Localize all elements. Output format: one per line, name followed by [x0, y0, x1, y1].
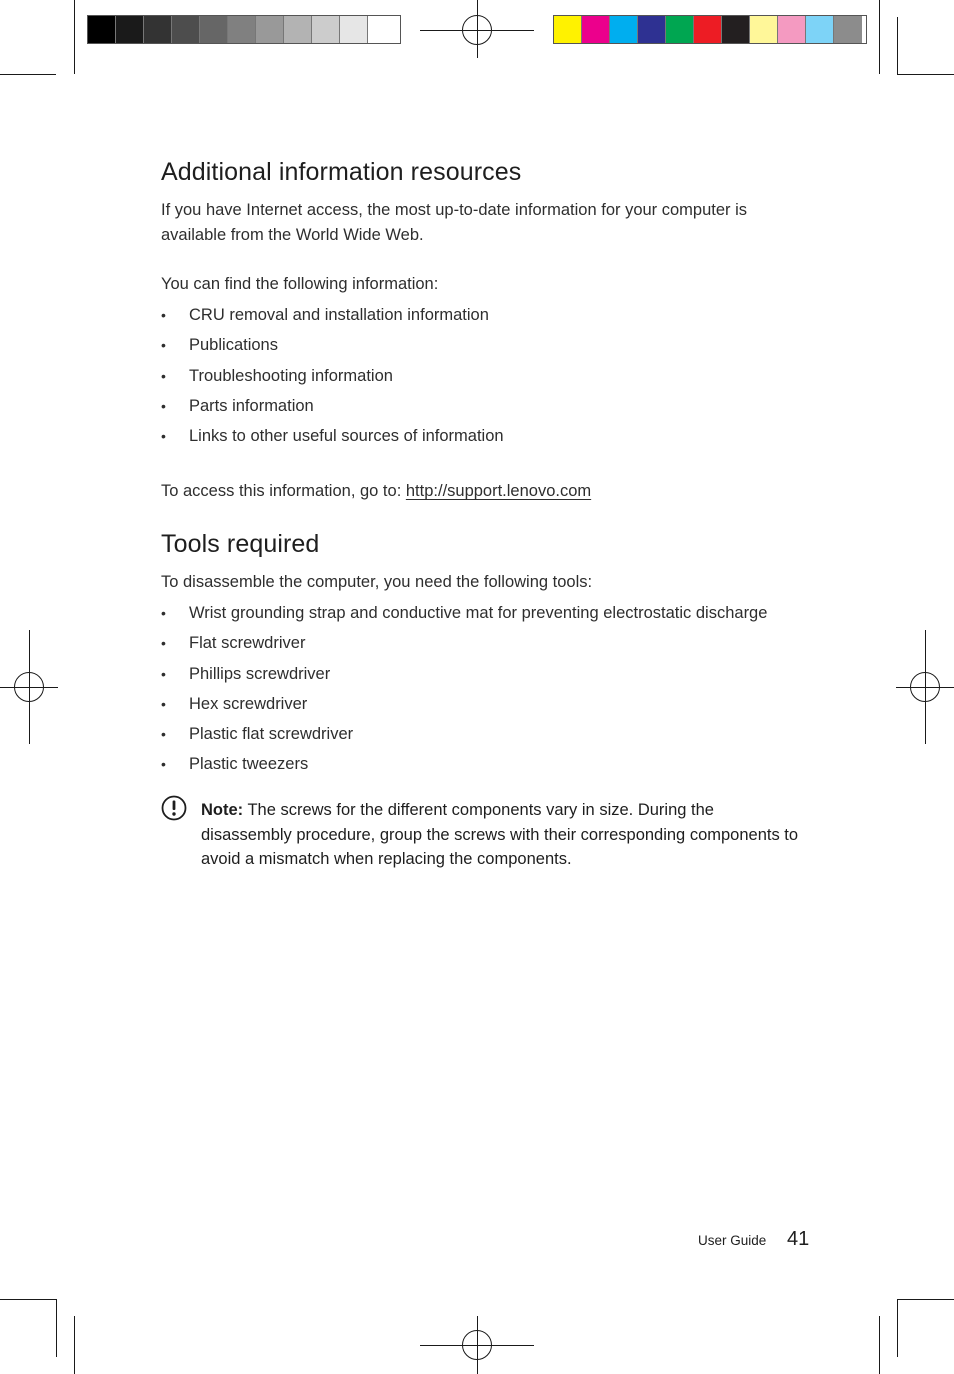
color-swatch	[554, 16, 582, 43]
info-list-wrap	[161, 300, 821, 451]
color-swatch	[172, 16, 200, 43]
color-swatch	[638, 16, 666, 43]
footer-label: User Guide	[698, 1233, 767, 1248]
color-swatch	[368, 16, 396, 43]
list-item: • Phillips screwdriver	[161, 659, 821, 689]
list-item: • Flat screwdriver	[161, 628, 821, 658]
color-swatch	[722, 16, 750, 43]
list-item: • Wrist grounding strap and conductive mat for preventing electrostatic discharge	[161, 598, 821, 628]
color-swatch	[834, 16, 862, 43]
find-paragraph: You can find the following information:	[161, 275, 439, 293]
process-color-bar	[553, 15, 867, 44]
color-swatch	[88, 16, 116, 43]
color-swatch	[582, 16, 610, 43]
list-item: • CRU removal and installation information	[161, 300, 821, 330]
color-swatch	[694, 16, 722, 43]
color-swatch	[284, 16, 312, 43]
support-link[interactable]: http://support.lenovo.com	[405, 482, 592, 500]
list-item: • Plastic flat screwdriver	[161, 719, 821, 749]
color-swatch	[144, 16, 172, 43]
list-item: • Troubleshooting information	[161, 361, 821, 391]
list-item: • Hex screwdriver	[161, 689, 821, 719]
access-paragraph-wrap	[161, 479, 821, 504]
color-swatch	[312, 16, 340, 43]
color-swatch	[610, 16, 638, 43]
note-text	[201, 798, 801, 872]
info-list	[161, 300, 821, 451]
list-item: • Links to other useful sources of information	[161, 421, 821, 451]
section-tools-required	[161, 530, 821, 559]
list-item: • Parts information	[161, 391, 821, 421]
tools-intro: To disassemble the computer, you need the following tools:	[161, 573, 593, 591]
color-swatch	[750, 16, 778, 43]
list-item: • Plastic tweezers	[161, 749, 821, 779]
section-heading: Additional information resources	[161, 158, 522, 186]
color-swatch	[116, 16, 144, 43]
intro-paragraph: If you have Internet access, the most up-to-date information for your computer is available from the World Wide Web.	[161, 201, 748, 244]
note-label: Note:	[201, 801, 244, 819]
section-intro	[161, 198, 821, 248]
color-swatch	[228, 16, 256, 43]
color-swatch	[340, 16, 368, 43]
access-paragraph	[161, 479, 821, 504]
access-text: To access this information, go to:	[161, 482, 406, 500]
note-body: The screws for the different components vary in size. During the disassembly procedure, group the screws with their corresponding components to avoid a mismatch when replacing the components.	[201, 801, 799, 868]
tools-list-wrap	[161, 598, 821, 780]
color-swatch	[806, 16, 834, 43]
section-additional-info	[161, 158, 821, 187]
find-paragraph-wrap	[161, 272, 821, 297]
list-item: • Publications	[161, 330, 821, 360]
page-number: 41	[787, 1228, 810, 1250]
color-swatch	[666, 16, 694, 43]
color-swatch	[200, 16, 228, 43]
tools-intro-wrap	[161, 570, 821, 595]
color-swatch	[256, 16, 284, 43]
section-heading: Tools required	[161, 530, 320, 558]
grayscale-color-bar	[87, 15, 401, 44]
tools-list	[161, 598, 821, 780]
color-swatch	[778, 16, 806, 43]
exclamation-circle-icon	[161, 795, 187, 821]
